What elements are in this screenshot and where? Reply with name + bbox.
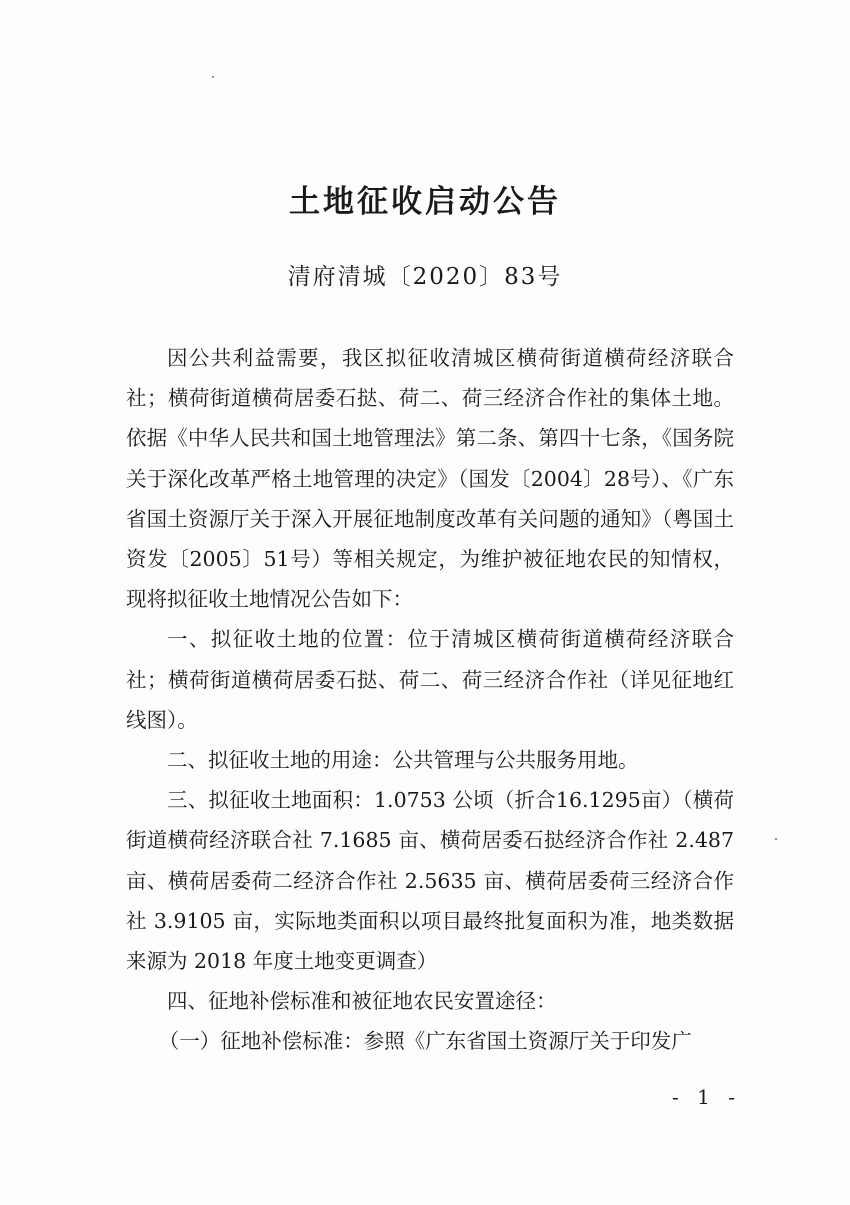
paragraph-intro: 因公共利益需要，我区拟征收清城区横荷街道横荷经济联合社；横荷街道横荷居委石挞、荷二、荷三经济合作社的集体土地。依据《中华人民共和国土地管理法》第二条、第四十七条，《国务院关于深化改革严格土地管理的决定》（国发〔2004〕28号）、《广东省国土资源厅关于深入开展征地制度改革有关问题的通知》（粤国土资发〔2005〕51号）等相关规定，为维护被征地农民的知情权，现将拟征收土地情况公告如下：	[126, 346, 734, 612]
page-title: 土地征收启动公告	[289, 184, 561, 220]
scan-speck	[775, 838, 777, 840]
paragraph-location: 一、拟征收土地的位置：位于清城区横荷街道横荷经济联合社；横荷街道横荷居委石挞、荷二、荷三经济合作社（详见征地红线图）。	[126, 627, 734, 732]
paragraph-compensation-standard: （一）征地补偿标准：参照《广东省国土资源厅关于印发广	[158, 1029, 692, 1054]
paragraph-area: 三、拟征收土地面积：1.0753 公顷（折合16.1295亩）（横荷街道横荷经济联合社 7.1685 亩、横荷居委石挞经济合作社 2.487 亩、横荷居委荷二经济合作社 2.5635 亩、横荷居委荷三经济合作社 3.9105 亩，实际地类面积以项目最终批复面积为准，地类数据来源为 2018 年度土地变更调查）	[126, 788, 734, 974]
paragraph-compensation-heading: 四、征地补偿标准和被征地农民安置途径：	[167, 989, 557, 1014]
paragraph-usage: 二、拟征收土地的用途：公共管理与公共服务用地。	[167, 748, 639, 773]
scan-speck	[212, 76, 214, 78]
page-number: - 1 -	[672, 1085, 741, 1109]
document-number: 清府清城〔2020〕83号	[287, 264, 563, 290]
document-body	[126, 338, 734, 1062]
